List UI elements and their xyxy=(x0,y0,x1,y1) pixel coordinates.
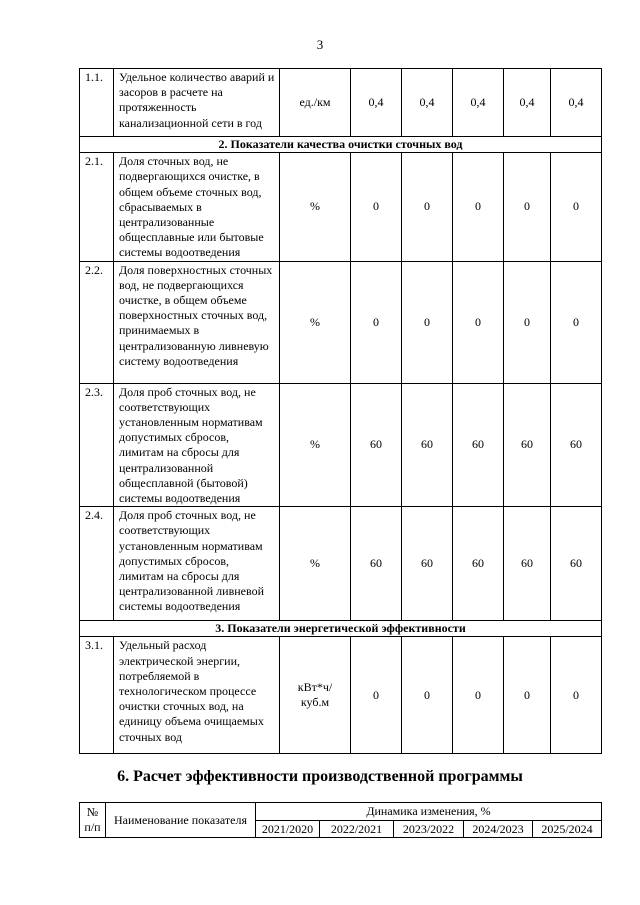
value-cell: 60 xyxy=(551,507,602,621)
value-cell: 60 xyxy=(504,507,551,621)
row-number: 2.1. xyxy=(80,153,114,261)
year-header: 2025/2024 xyxy=(533,821,602,838)
value-cell: 0,4 xyxy=(402,69,453,137)
value-cell: 60 xyxy=(453,507,504,621)
value-cell: 60 xyxy=(453,383,504,507)
section-title: 3. Показатели энергетической эффективности xyxy=(80,621,602,637)
value-cell: 60 xyxy=(402,507,453,621)
value-cell: 0 xyxy=(351,261,402,383)
efficiency-table xyxy=(79,802,602,838)
unit-of-measure: % xyxy=(280,507,351,621)
indicator-name: Удельное количество аварий и засоров в расчете на протяженность канализационной сети в год xyxy=(114,69,280,137)
value-cell: 0 xyxy=(504,153,551,261)
value-cell: 0 xyxy=(351,153,402,261)
value-cell: 60 xyxy=(402,383,453,507)
value-cell: 60 xyxy=(551,383,602,507)
value-cell: 0 xyxy=(453,637,504,754)
year-header: 2022/2021 xyxy=(320,821,394,838)
value-cell: 60 xyxy=(351,507,402,621)
value-cell: 0 xyxy=(504,261,551,383)
value-cell: 0,4 xyxy=(551,69,602,137)
dynamics-header: Динамика изменения, % xyxy=(256,803,602,821)
table-row xyxy=(80,637,602,754)
section-title: 2. Показатели качества очистки сточных вод xyxy=(80,137,602,153)
table-row xyxy=(80,383,602,507)
table-row xyxy=(80,507,602,621)
year-header: 2023/2022 xyxy=(394,821,464,838)
table-row xyxy=(80,69,602,137)
indicator-name: Доля сточных вод, не подвергающихся очистке, в общем объеме сточных вод, сбрасываемых в централизованные общесплавные или бытовые системы водоотведения xyxy=(114,153,280,261)
unit-of-measure: % xyxy=(280,383,351,507)
row-number: 2.4. xyxy=(80,507,114,621)
value-cell: 0 xyxy=(453,261,504,383)
value-cell: 60 xyxy=(504,383,551,507)
section-heading: 6. Расчет эффективности производственной программы xyxy=(117,768,523,785)
unit-of-measure: кВт*ч/ куб.м xyxy=(280,637,351,754)
table-row xyxy=(80,261,602,383)
section-header-row xyxy=(80,137,602,153)
section-header-row xyxy=(80,621,602,637)
row-number: 2.3. xyxy=(80,383,114,507)
year-header: 2024/2023 xyxy=(464,821,533,838)
value-cell: 0,4 xyxy=(351,69,402,137)
value-cell: 0 xyxy=(402,637,453,754)
unit-of-measure: ед./км xyxy=(280,69,351,137)
value-cell: 0 xyxy=(551,637,602,754)
value-cell: 0 xyxy=(402,153,453,261)
name-header: Наименование показателя xyxy=(106,803,256,838)
row-number: 1.1. xyxy=(80,69,114,137)
value-cell: 60 xyxy=(351,383,402,507)
value-cell: 0 xyxy=(351,637,402,754)
indicator-name: Доля поверхностных сточных вод, не подвергающихся очистке, в общем объеме поверхностных сточных вод, принимаемых в централизованную ливневую систему водоотведения xyxy=(114,261,280,383)
indicator-name: Доля проб сточных вод, не соответствующих установленным нормативам допустимых сбросов, лимитам на сбросы для централизованной общесплавной (бытовой) системы водоотведения xyxy=(114,383,280,507)
indicator-name: Доля проб сточных вод, не соответствующих установленным нормативам допустимых сбросов, лимитам на сбросы для централизованной ливневой системы водоотведения xyxy=(114,507,280,621)
indicators-table xyxy=(79,68,602,754)
unit-of-measure: % xyxy=(280,261,351,383)
row-number: 3.1. xyxy=(80,637,114,754)
value-cell: 0,4 xyxy=(504,69,551,137)
value-cell: 0 xyxy=(551,153,602,261)
indicator-name: Удельный расход электрической энергии, потребляемой в технологическом процессе очистки сточных вод, на единицу объема очищаемых сточных вод xyxy=(114,637,280,754)
year-header: 2021/2020 xyxy=(256,821,320,838)
value-cell: 0 xyxy=(453,153,504,261)
value-cell: 0 xyxy=(402,261,453,383)
number-header: № п/п xyxy=(80,803,106,838)
value-cell: 0 xyxy=(551,261,602,383)
page-number: 3 xyxy=(316,37,324,52)
value-cell: 0,4 xyxy=(453,69,504,137)
unit-of-measure: % xyxy=(280,153,351,261)
row-number: 2.2. xyxy=(80,261,114,383)
table-row xyxy=(80,153,602,261)
value-cell: 0 xyxy=(504,637,551,754)
